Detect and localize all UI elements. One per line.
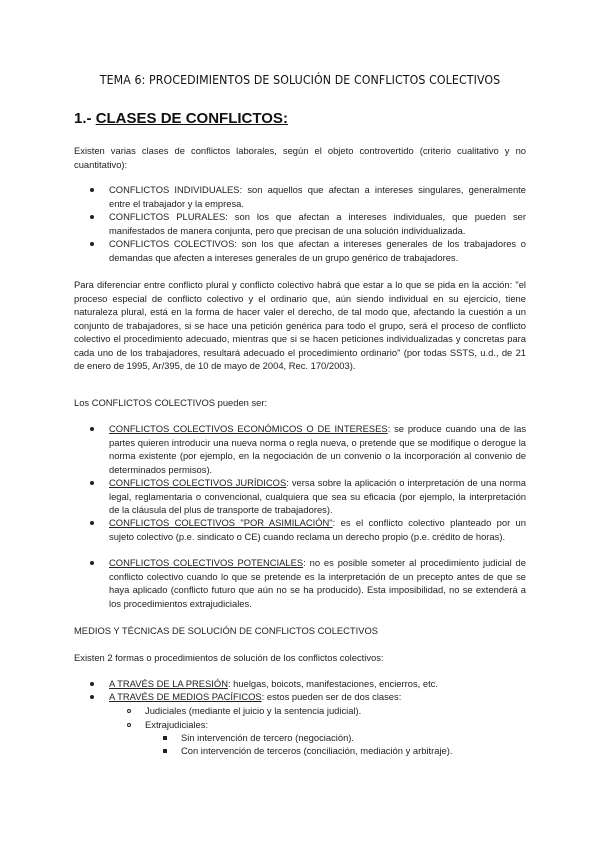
bullet-icon [90, 695, 94, 699]
medios-heading: MEDIOS Y TÉCNICAS DE SOLUCIÓN DE CONFLICTOS COLECTIVOS [74, 625, 379, 636]
bullet-icon [90, 561, 94, 565]
intro-paragraph: Existen varias clases de conflictos laborales, según el objeto controvertido (criterio cualitativo y no cuantitativo): [74, 145, 526, 170]
bullet-icon [90, 242, 94, 246]
list-item: CONFLICTOS COLECTIVOS ECONÓMICOS O DE INTERESES: se produce cuando una de las partes quieren introducir una nueva norma o regla nueva, o pretende que se modifique o derogue la norma existente (por ejemplo, en la negociación de un convenio o la incorporación al convenio de determinados permisos). [109, 422, 526, 476]
bullet-icon [90, 188, 94, 192]
list-item: A TRAVÉS DE MEDIOS PACÍFICOS: estos pueden ser de dos clases: [109, 690, 526, 704]
bullet-icon [90, 521, 94, 525]
medios-intro: Existen 2 formas o procedimientos de solución de los conflictos colectivos: [74, 652, 384, 663]
section-heading [74, 110, 288, 127]
list-item: CONFLICTOS COLECTIVOS JURÍDICOS: versa sobre la aplicación o interpretación de una norma legal, reglamentaria o convencional, cualquiera que sea su eficacia (por ejemplo, la interpretación de la cláusula del plus de transporte de trabajadores). [109, 476, 526, 517]
circle-bullet-icon [127, 709, 131, 713]
bullet-icon [90, 427, 94, 431]
list-item: CONFLICTOS PLURALES: son los que afectan a intereses individuales, que pueden ser manifestados de manera conjunta, pero que precisan de una solución individualizada. [109, 210, 526, 237]
list-item: CONFLICTOS COLECTIVOS: son los que afectan a intereses generales de los trabajadores o demandas que afecten a intereses generales de un grupo genérico de trabajadores. [109, 237, 526, 264]
list-item: Judiciales (mediante el juicio y la sentencia judicial). [145, 704, 525, 718]
square-bullet-icon [163, 736, 167, 740]
list-item: CONFLICTOS COLECTIVOS "POR ASIMILACIÓN": es el conflicto colectivo planteado por un sujeto colectivo (p.e. sindicato o CE) cuando reclama un derecho propio (p.e. crédito de horas). [109, 516, 526, 543]
section-colon: : [282, 110, 288, 127]
list-item: A TRAVÉS DE LA PRESIÓN: huelgas, boicots, manifestaciones, encierros, etc. [109, 677, 526, 691]
colectivos-intro: Los CONFLICTOS COLECTIVOS pueden ser: [74, 397, 268, 408]
list-item: Con intervención de terceros (conciliación, mediación y arbitraje). [181, 744, 526, 758]
bullet-icon [90, 215, 94, 219]
bullet-icon [90, 682, 94, 686]
list-item: CONFLICTOS COLECTIVOS POTENCIALES: no es posible someter al procedimiento judicial de conflicto colectivo cuando lo que se pretende es la interpretación de un precepto antes de que se haya aplicado (conflicto futuro que aún no se ha producido). Esta imposibilidad, no se extenderá a los procedimientos extrajudiciales. [109, 556, 526, 610]
square-bullet-icon [163, 749, 167, 753]
diferenciar-paragraph: Para diferenciar entre conflicto plural y conflicto colectivo habrá que estar a lo que se pida en la acción: "el proceso especial de conflicto colectivo y el ordinario que, aún siendo individual en su ejercicio, tiene naturaleza plural, está en la forma de hacer valer el derecho, de tal modo que, afectando la cuestión a un conjunto de trabajadores, si se hace una petición genérica para todo el grupo, será el proceso de conflicto colectivo el procedimiento adecuado, mientras que si se hacen peticiones individualizadas y concretas para cada uno de los trabajadores, resultará adecuado el procedimiento ordinario" (por todas SSTS, u.d., de 21 de enero de 1995, Ar/395, de 10 de mayo de 2004, Rec. 170/2003). [74, 279, 526, 371]
list-item: CONFLICTOS INDIVIDUALES: son aquellos que afectan a intereses singulares, generalmente entre el trabajador y la empresa. [109, 183, 526, 210]
circle-bullet-icon [127, 723, 131, 727]
list-item: Sin intervención de tercero (negociación). [181, 731, 526, 745]
list-item: Extrajudiciales: [145, 718, 525, 732]
document-title: TEMA 6: PROCEDIMIENTOS DE SOLUCIÓN DE CONFLICTOS COLECTIVOS [99, 73, 501, 87]
section-title: CLASES DE CONFLICTOS [95, 110, 283, 127]
bullet-icon [90, 481, 94, 485]
section-number: 1.- [74, 110, 92, 127]
